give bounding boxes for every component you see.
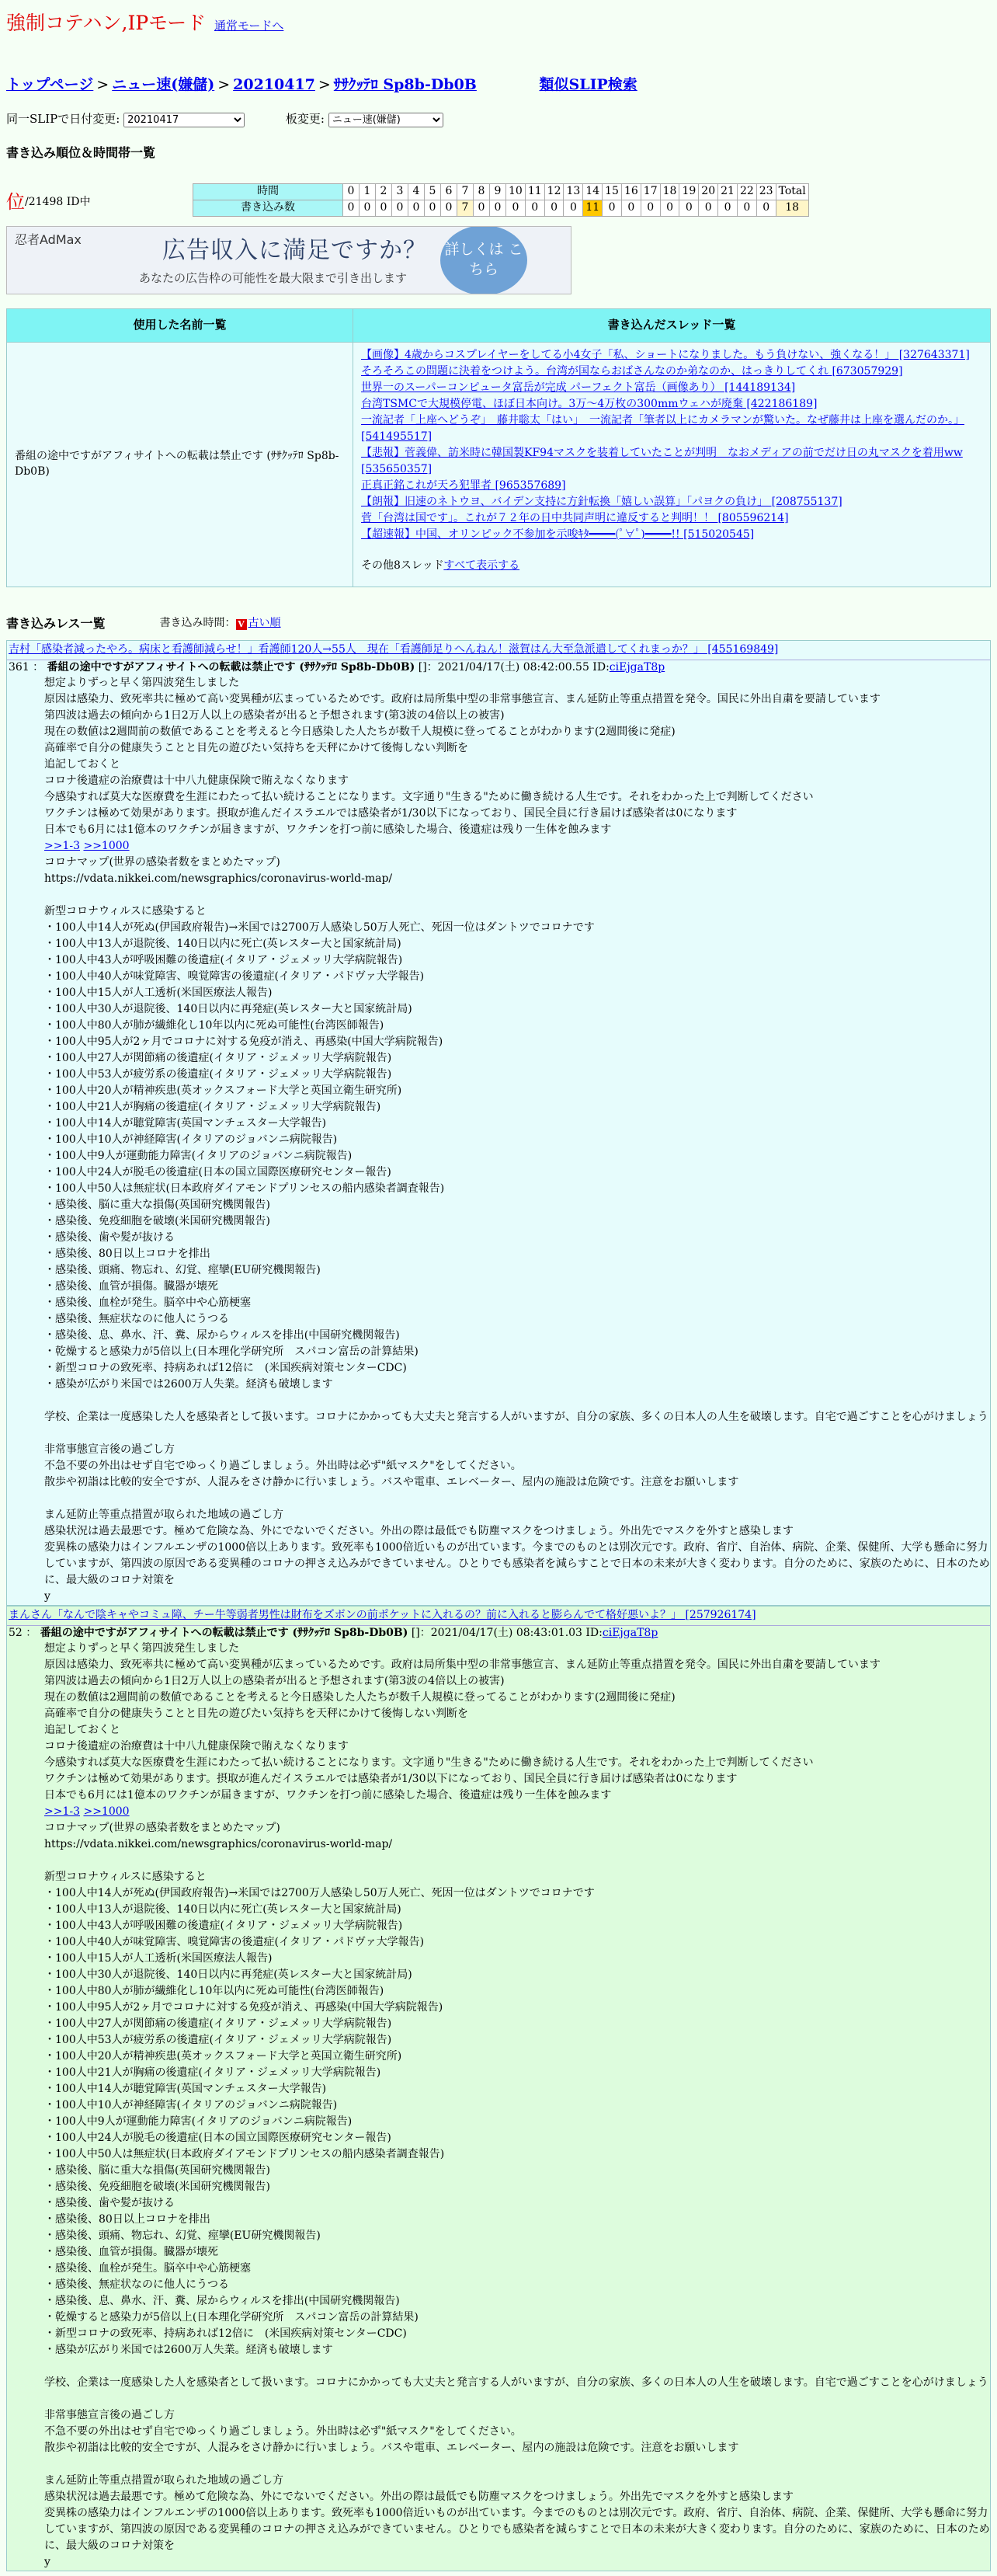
- breadcrumb: [6, 75, 991, 96]
- names-column-header: 使用した名前一覧: [7, 308, 353, 342]
- count-cell: 0: [544, 200, 564, 216]
- sort-order-label: 書き込み時間：: [159, 616, 236, 629]
- post-body-line: 追記しておくと: [44, 758, 120, 771]
- post-body-line: ・感染後、歯や髪が抜ける: [44, 1231, 175, 1244]
- ad-headline: 広告収入に満足ですか？: [162, 236, 427, 264]
- count-cell: 0: [441, 200, 457, 216]
- post-body-line: 追記しておくと: [44, 1724, 120, 1737]
- breadcrumb-separator: >: [96, 76, 109, 93]
- hour-cell: 20: [699, 183, 718, 200]
- post-body-line: ・新型コロナの致死率、持病あれば12倍に (米国疾病対策センターCDC): [44, 2327, 407, 2341]
- post-body-line: ワクチンは極めて効果があります。摂取が進んだイスラエルでは感染者が1/30以下になっており、国民全員に行き届けば感染者は0になります: [44, 1773, 738, 1786]
- count-cell: 0: [660, 200, 679, 216]
- count-cell: 0: [756, 200, 776, 216]
- post-body-line: 散歩や初詣は比較的安全ですが、人混みをさけ静かに行いましょう。バスや電車、エレベーター、屋内の施設は危険です。注意をお願いします: [44, 2442, 739, 2455]
- post-body-line: ・100人中14人が聴覚障害(英国マンチェスター大学報告): [44, 2083, 327, 2096]
- post-body-line: 不急不要の外出はせず自宅でゆっくり過ごしましょう。外出時は必ず"紙マスク"をしてください。: [44, 2425, 522, 2438]
- post-body-line: ・100人中50人は無症状(日本政府ダイアモンドプリンセスの船内感染者調査報告): [44, 1182, 445, 1196]
- post-body: [7, 1641, 990, 2571]
- post-body: [7, 675, 990, 1605]
- post-body-line: コロナマップ(世界の感染者数をまとめたマップ): [44, 856, 280, 869]
- post-body-line: ・感染後、免疫細胞を破壊(米国研究機関報告): [44, 2181, 270, 2194]
- post-body-line: ・100人中13人が退院後、140日以内に死亡(英レスター大と国家統計局): [44, 1903, 401, 1916]
- post-body-line: 原因は感染力、致死率共に極めて高い変異種が広まっているためです。政府は局所集中型の非常事態宣言、まん延防止等重点措置を発令。国民に外出自粛を要請しています: [44, 1659, 881, 1672]
- post: [6, 640, 991, 1606]
- post-body-line: 非常事態宣言後の過ごし方: [44, 2409, 175, 2422]
- hour-cell: 6: [441, 183, 457, 200]
- post-meta: []：2021/04/17(土) 08:42:00.55 ID:: [415, 660, 610, 674]
- post-body-line: 変異株の感染力はインフルエンザの1000倍以上あります。致死率も1000倍近いものが出ています。今までのものとは別次元です。政府、省庁、自治体、病院、企業、保健所、大学も懸命に努力していますが、第四波の原因である変異種のコロナの押さえ込みができていません。ひとりでも感染者を減らすことで日本の未来が大きく変わります。自分のために、家族のために、日本のために、最大級のコロナ対策を: [44, 1541, 990, 1587]
- anchor-links: [44, 838, 990, 855]
- post-body-line: y: [44, 1590, 50, 1603]
- sort-oldest-link[interactable]: 古い順: [248, 616, 281, 629]
- count-cell: 0: [679, 200, 699, 216]
- post-body-line: ・感染後、血栓が発生。脳卒中や心筋梗塞: [44, 2262, 251, 2275]
- post-body-line: 第四波は過去の傾向から1日2万人以上の感染者が出ると予想されます(第3波の4倍以上の被害): [44, 1675, 505, 1688]
- post-id-link[interactable]: ciEjgaT8p: [602, 1626, 658, 1639]
- post-body-line: ・100人中9人が運動能力障害(イタリアのジョバンニ病院報告): [44, 2115, 353, 2129]
- count-cell: 0: [621, 200, 641, 216]
- post-body-line: ・100人中9人が運動能力障害(イタリアのジョバンニ病院報告): [44, 1150, 353, 1163]
- hours-row-label: 時間: [193, 183, 343, 200]
- anchor-link-1-3[interactable]: >>1-3: [44, 1805, 81, 1819]
- hour-cell: 0: [343, 183, 360, 200]
- names-threads-table: [6, 308, 991, 587]
- threads-column-header: 書き込んだスレッド一覧: [353, 308, 991, 342]
- post-body-line: ・100人中53人が疲労系の後遺症(イタリア・ジェメッリ大学病院報告): [44, 2034, 392, 2047]
- post-body-line: 学校、企業は一度感染した人を感染者として扱います。コロナにかかっても大丈夫と発言する人がいますが、自分の家族、多くの日本人の人生を破壊します。自宅で過ごすことを心がけましょう: [44, 2376, 988, 2390]
- post-body-line: ・感染が広がり米国では2600万人失業。経済も破壊します: [44, 1378, 333, 1391]
- post-body-line: ・100人中24人が脱毛の後遺症(日本の国立国際医療研究センター報告): [44, 2132, 391, 2145]
- count-cell: 0: [343, 200, 360, 216]
- hours-row: [193, 183, 809, 200]
- post-meta: []：2021/04/17(土) 08:43:01.03 ID:: [408, 1626, 603, 1639]
- thread-link[interactable]: 台湾TSMCで大規模停電、ほぼ日本向け。3万～4万枚の300mmウェハが廃棄 [422186189]: [361, 397, 818, 410]
- post: [6, 1606, 991, 2571]
- post-body-line: ・感染後、血管が損傷。臓器が壊死: [44, 2246, 218, 2259]
- post-author: 番組の途中ですがアフィサイトへの転載は禁止です (ｻｻｸｯﾃﾛ Sp8b-Db0B): [47, 660, 415, 674]
- post-body-line: 新型コロナウィルスに感染すると: [44, 905, 207, 918]
- post-id-link[interactable]: ciEjgaT8p: [609, 660, 665, 674]
- date-change-label: 同一SLIPで日付変更:: [6, 111, 120, 126]
- date-change-row: [6, 111, 991, 127]
- post-body-line: [44, 1426, 990, 1442]
- post-body-line: 高確率で自分の健康失うことと目先の遊びたい気持ちを天秤にかけて後悔しない判断を: [44, 742, 468, 755]
- hour-cell: 21: [718, 183, 738, 200]
- hour-cell: 14: [583, 183, 603, 200]
- ad-banner[interactable]: [6, 226, 571, 294]
- posts-heading-row: [6, 615, 991, 632]
- post-body-line: 現在の数値は2週間前の数値であることを考えると今日感染した人たちが数千人規模に登ってることがわかります(2週間後に発症): [44, 726, 676, 739]
- post-body-line: [44, 2391, 990, 2407]
- mode-line: [6, 9, 991, 36]
- post-body-line: ・100人中40人が味覚障害、嗅覚障害の後遺症(イタリア・パドヴァ大学報告): [44, 1936, 425, 1949]
- more-threads-text: その他8スレッド: [361, 559, 444, 572]
- post-body-line: 散歩や初詣は比較的安全ですが、人混みをさけ静かに行いましょう。バスや電車、エレベーター、屋内の施設は危険です。注意をお願いします: [44, 1476, 739, 1489]
- board-change-label: 板変更:: [285, 111, 325, 126]
- hour-cell: 7: [457, 183, 474, 200]
- hour-cell: 11: [525, 183, 544, 200]
- post-body-line: ・感染後、脳に重大な損傷(英国研究機関報告): [44, 1199, 270, 1212]
- rank-total-text: /21498 ID中: [25, 195, 91, 208]
- post-body-line: ・100人中20人が精神疾患(英オックスフォード大学と英国立衛生研究所): [44, 2050, 402, 2063]
- anchor-links: [44, 1804, 990, 1820]
- post-body-line: 現在の数値は2週間前の数値であることを考えると今日感染した人たちが数千人規模に登ってることがわかります(2週間後に発症): [44, 1691, 676, 1704]
- count-cell: 0: [641, 200, 660, 216]
- post-body-line: ・感染後、無症状なのに他人にうつる: [44, 2278, 229, 2292]
- post-number-separator: ：: [22, 1626, 40, 1639]
- thread-link[interactable]: 【画像】4歳からコスプレイヤーをしてる小4女子「私、ショートになりました。もう負けない、強くなる！」 [327643371]: [361, 348, 970, 361]
- post-body-line: 不急不要の外出はせず自宅でゆっくり過ごしましょう。外出時は必ず"紙マスク"をしてください。: [44, 1460, 522, 1473]
- post-number: 52: [9, 1626, 23, 1639]
- post-body-line: ・100人中24人が脱毛の後遺症(日本の国立国際医療研究センター報告): [44, 1166, 391, 1179]
- thread-link[interactable]: 【悲報】菅義偉、訪米時に韓国製KF94マスクを装着していたことが判明 なおメディアの前でだけ日の丸マスクを着用ww [535650357]: [361, 446, 963, 475]
- post-number-separator: ：: [29, 660, 47, 674]
- rank-summary: [6, 190, 193, 216]
- breadcrumb-separator: >: [318, 76, 331, 93]
- breadcrumb-separator: >: [217, 76, 231, 93]
- thread-link[interactable]: 【朗報】旧速のネトウヨ、バイデン支持に方針転換「嬉しい誤算」「パヨクの負け」 [208755137]: [361, 495, 842, 508]
- post-body-line: 感染状況は過去最悪です。極めて危険な為、外にでないでください。外出の際は最低でも防塵マスクをつけましょう。外出先でマスクを外すと感染します: [44, 1525, 794, 1538]
- anchor-link-1-3[interactable]: >>1-3: [44, 840, 81, 853]
- post-body-line: ・100人中20人が精神疾患(英オックスフォード大学と英国立衛生研究所): [44, 1084, 402, 1098]
- post-body-line: ・感染後、免疫細胞を破壊(米国研究機関報告): [44, 1215, 270, 1228]
- hour-cell: 18: [660, 183, 679, 200]
- count-cell: 0: [490, 200, 506, 216]
- post-body-line: 高確率で自分の健康失うことと目先の遊びたい気持ちを天秤にかけて後悔しない判断を: [44, 1707, 468, 1721]
- thread-list-cell: [353, 342, 991, 587]
- hour-cell: 22: [737, 183, 756, 200]
- post-body-line: ・感染後、頭痛、物忘れ、幻覚、痙攣(EU研究機関報告): [44, 2230, 321, 2243]
- ad-subtext: あなたの広告枠の可能性を最大限まで引き出します: [139, 270, 408, 285]
- thread-link[interactable]: 正真正銘これが天ろ犯罪者 [965357689]: [361, 479, 566, 492]
- used-name: 番組の途中ですがアフィサイトへの転載は禁止です (ｻｻｸｯﾃﾛ Sp8b-Db0B): [7, 342, 353, 587]
- count-cell: 0: [425, 200, 441, 216]
- breadcrumb-top-link[interactable]: トップページ: [6, 76, 94, 93]
- post-body-line: 想定よりずっと早く第四波発生しました: [44, 677, 240, 690]
- post-body-line: ・100人中10人が神経障害(イタリアのジョバンニ病院報告): [44, 1133, 338, 1147]
- hour-cell: 5: [425, 183, 441, 200]
- post-body-line: ・100人中30人が退院後、140日以内に再発症(英レスター大と国家統計局): [44, 1969, 412, 1982]
- post-body-line: ・100人中27人が関節痛の後遺症(イタリア・ジェメッリ大学病院報告): [44, 1052, 392, 1065]
- post-body-line: 変異株の感染力はインフルエンザの1000倍以上あります。致死率も1000倍近いものが出ています。今までのものとは別次元です。政府、省庁、自治体、病院、企業、保健所、大学も懸命に努力していますが、第四波の原因である変異種のコロナの押さえ込みができていません。ひとりでも感染者を減らすことで日本の未来が大きく変わります。自分のために、家族のために、日本のために、最大級のコロナ対策を: [44, 2507, 990, 2553]
- post-body-line: 新型コロナウィルスに感染すると: [44, 1871, 207, 1884]
- count-cell: 0: [474, 200, 490, 216]
- mode-title: 強制コテハン,IPモード: [6, 12, 207, 34]
- post-body-line: 今感染すれば莫大な医療費を生涯にわたって払い続けることになります。文字通り"生きる"ために働き続ける人生です。それをわかった上で判断してください: [44, 791, 814, 804]
- post-body-line: ・100人中43人が呼吸困難の後遺症(イタリア・ジェメッリ大学病院報告): [44, 1920, 403, 1933]
- post-body-line: https://vdata.nikkei.com/newsgraphics/coronavirus-world-map/: [44, 1838, 393, 1851]
- hour-cell: 17: [641, 183, 660, 200]
- hour-cell: 1: [360, 183, 376, 200]
- post-body-line: ・感染後、80日以上コロナを排出: [44, 2213, 210, 2226]
- post-body-line: コロナマップ(世界の感染者数をまとめたマップ): [44, 1822, 280, 1835]
- post-body-line: ・100人中13人が退院後、140日以内に死亡(英レスター大と国家統計局): [44, 938, 401, 951]
- hour-cell: 10: [506, 183, 526, 200]
- hour-cell: Total: [776, 183, 808, 200]
- post-body-line: https://vdata.nikkei.com/newsgraphics/coronavirus-world-map/: [44, 872, 393, 886]
- thread-link[interactable]: そろそろこの問題に決着をつけよう。台湾が国ならおばさんなのか弟なのか、はっきりしてくれ [673057929]: [361, 364, 903, 378]
- post-body-line: ・100人中10人が神経障害(イタリアのジョバンニ病院報告): [44, 2099, 338, 2112]
- count-cell: 0: [408, 200, 425, 216]
- post-body-line: [44, 1491, 990, 1507]
- post-body-line: ・100人中95人が2ヶ月でコロナに対する免疫が消え、再感染(中国大学病院報告): [44, 2001, 443, 2014]
- count-cell: 11: [583, 200, 603, 216]
- post-body-line: [44, 2456, 990, 2473]
- post-body-line: ・乾燥すると感染力が5倍以上(日本理化学研究所 スパコン富岳の計算結果): [44, 1345, 419, 1359]
- post-header: [7, 660, 990, 676]
- show-all-threads-link[interactable]: すべて表示する: [443, 559, 520, 572]
- post-body-line: ・感染後、息、鼻水、汗、糞、尿からウィルスを排出(中国研究機関報告): [44, 1329, 400, 1342]
- hour-cell: 9: [490, 183, 506, 200]
- post-thread-link[interactable]: 吉村「感染者減ったやろ。病床と看護師減らせ！」看護師120人→55人 現在「看護師足りへんねん！滋賀はん大至急派遣してくれまっか？」 [455169849]: [7, 641, 990, 660]
- thread-link[interactable]: 世界一のスーパーコンピュータ富岳が完成 パーフェクト富岳（画像あり） [144189134]: [361, 381, 796, 394]
- normal-mode-link[interactable]: 通常モードへ: [214, 19, 284, 33]
- sort-order: [160, 616, 281, 632]
- post-body-line: ・感染後、血栓が発生。脳卒中や心筋梗塞: [44, 1297, 251, 1310]
- post-body-line: ・100人中14人が聴覚障害(英国マンチェスター大学報告): [44, 1117, 327, 1130]
- post-body-line: ・100人中53人が疲労系の後遺症(イタリア・ジェメッリ大学病院報告): [44, 1068, 392, 1081]
- breadcrumb-date-link[interactable]: 20210417: [233, 76, 315, 93]
- ad-logo: 忍者AdMax: [15, 231, 82, 247]
- count-cell: 7: [457, 200, 474, 216]
- post-body-line: ・100人中50人は無症状(日本政府ダイアモンドプリンセスの船内感染者調査報告): [44, 2148, 445, 2161]
- post-body-line: まん延防止等重点措置が取られた地域の過ごし方: [44, 1509, 283, 1522]
- post-header: [7, 1626, 990, 1641]
- post-body-line: 今感染すれば莫大な医療費を生涯にわたって払い続けることになります。文字通り"生きる"ために働き続ける人生です。それをわかった上で判断してください: [44, 1756, 814, 1770]
- post-body-line: ・100人中95人が2ヶ月でコロナに対する免疫が消え、再感染(中国大学病院報告): [44, 1036, 443, 1049]
- count-cell: 0: [737, 200, 756, 216]
- post-body-line: ・100人中27人が関節痛の後遺症(イタリア・ジェメッリ大学病院報告): [44, 2017, 392, 2031]
- hour-cell: 23: [756, 183, 776, 200]
- count-cell: 0: [525, 200, 544, 216]
- hour-cell: 15: [603, 183, 622, 200]
- counts-row: [193, 200, 809, 216]
- post-body-line: [44, 2358, 990, 2375]
- post-body-line: ・100人中21人が胸痛の後遺症(イタリア・ジェメッリ大学病院報告): [44, 1101, 381, 1114]
- thread-list: [361, 347, 982, 543]
- similar-slip-search-link[interactable]: 類似SLIP検索: [539, 76, 637, 93]
- post-body-line: ・感染後、息、鼻水、汗、糞、尿からウィルスを排出(中国研究機関報告): [44, 2295, 400, 2308]
- post-body-line: [44, 887, 990, 903]
- post-body-line: ・感染後、歯や髪が抜ける: [44, 2197, 175, 2210]
- post-body-line: 想定よりずっと早く第四波発生しました: [44, 1642, 240, 1655]
- post-body-line: 非常事態宣言後の過ごし方: [44, 1443, 175, 1457]
- hour-cell: 3: [392, 183, 408, 200]
- post-body-line: [44, 1393, 990, 1409]
- post-body-line: y: [44, 2556, 50, 2569]
- breadcrumb-board-link[interactable]: ニュー速(嫌儲): [112, 76, 215, 93]
- ad-details-button[interactable]: 詳しくは こちら: [440, 226, 527, 294]
- count-cell: 0: [603, 200, 622, 216]
- count-cell: 18: [776, 200, 808, 216]
- post-body-line: 第四波は過去の傾向から1日2万人以上の感染者が出ると予想されます(第3波の4倍以上の被害): [44, 709, 505, 722]
- post-body-line: 日本でも6月には1億本のワクチンが届きますが、ワクチンを打つ前に感染した場合、後遺症は残り一生体を蝕みます: [44, 823, 612, 837]
- thread-link[interactable]: 一流記者「上座へどうぞ」 藤井聡太「はい」 一流記者「筆者以上にカメラマンが驚いた。なぜ藤井は上座を選んだのか。」 [541495517]: [361, 413, 964, 443]
- more-threads: [361, 559, 982, 574]
- post-body-line: ・乾燥すると感染力が5倍以上(日本理化学研究所 スパコン富岳の計算結果): [44, 2311, 419, 2324]
- post-body-line: コロナ後遺症の治療費は十中八九健康保険で賄えなくなります: [44, 1740, 349, 1753]
- post-author: 番組の途中ですがアフィサイトへの転載は禁止です (ｻｻｸｯﾃﾛ Sp8b-Db0B): [40, 1626, 408, 1639]
- post-body-line: ・100人中43人が呼吸困難の後遺症(イタリア・ジェメッリ大学病院報告): [44, 954, 403, 967]
- hour-cell: 19: [679, 183, 699, 200]
- post-body-line: 日本でも6月には1億本のワクチンが届きますが、ワクチンを打つ前に感染した場合、後遺症は残り一生体を蝕みます: [44, 1789, 612, 1802]
- post-body-line: ・100人中80人が肺が繊維化し10年以内に死ぬ可能性(台湾医師報告): [44, 1019, 384, 1032]
- hour-cell: 16: [621, 183, 641, 200]
- count-cell: 0: [376, 200, 392, 216]
- post-body-line: ・100人中15人が人工透析(米国医療法人報告): [44, 987, 273, 1000]
- counts-row-label: 書き込み数: [193, 200, 343, 216]
- date-select[interactable]: [123, 113, 245, 127]
- post-body-line: ・100人中80人が肺が繊維化し10年以内に死ぬ可能性(台湾医師報告): [44, 1985, 384, 1998]
- post-number: 361: [9, 660, 30, 674]
- count-cell: 0: [506, 200, 526, 216]
- thread-link[interactable]: 菅「台湾は国です」。これが７２年の日中共同声明に違反すると判明！！ [805596214]: [361, 511, 789, 524]
- count-cell: 0: [718, 200, 738, 216]
- post-body-line: ・感染後、80日以上コロナを排出: [44, 1248, 210, 1261]
- post-body-line: コロナ後遺症の治療費は十中八九健康保険で賄えなくなります: [44, 775, 349, 788]
- post-thread-link[interactable]: まんさん「なんで陰キャやコミュ障、チー牛等弱者男性は財布をズボンの前ポケットに入れるの？前に入れると膨らんでて格好悪いよ？」 [257926174]: [7, 1607, 990, 1626]
- count-cell: 0: [392, 200, 408, 216]
- post-body-line: ・100人中30人が退院後、140日以内に再発症(英レスター大と国家統計局): [44, 1003, 412, 1016]
- count-cell: 0: [564, 200, 583, 216]
- rank-heading: 書き込み順位＆時間帯一覧: [6, 144, 156, 160]
- rank-area: [6, 183, 991, 217]
- post-body-line: ・100人中14人が死ぬ(伊国政府報告)→米国では2700万人感染し50万人死亡、死因一位はダントツでコロナです: [44, 921, 595, 935]
- post-body-line: ・新型コロナの致死率、持病あれば12倍に (米国疾病対策センターCDC): [44, 1362, 407, 1375]
- hour-cell: 2: [376, 183, 392, 200]
- post-body-line: ・感染後、脳に重大な損傷(英国研究機関報告): [44, 2164, 270, 2177]
- sort-down-icon: V: [236, 619, 247, 630]
- hour-cell: 12: [544, 183, 564, 200]
- anchor-link-1000[interactable]: >>1000: [83, 1805, 130, 1819]
- post-body-line: ・100人中21人が胸痛の後遺症(イタリア・ジェメッリ大学病院報告): [44, 2066, 381, 2080]
- post-body-line: ・100人中40人が味覚障害、嗅覚障害の後遺症(イタリア・パドヴァ大学報告): [44, 970, 425, 983]
- thread-link[interactable]: 【超速報】中国、オリンピック不参加を示唆ｷﾀ━━━━(ﾟ∀ﾟ)━━━━!! [515020545]: [361, 527, 755, 541]
- breadcrumb-slip-link[interactable]: ｻｻｸｯﾃﾛ Sp8b-Db0B: [333, 76, 477, 93]
- post-body-line: まん延防止等重点措置が取られた地域の過ごし方: [44, 2474, 283, 2487]
- post-body-line: [44, 1853, 990, 1869]
- post-body-line: ・感染後、血管が損傷。臓器が壊死: [44, 1280, 218, 1293]
- posts-heading: 書き込みレス一覧: [6, 615, 106, 631]
- hour-cell: 8: [474, 183, 490, 200]
- post-body-line: 原因は感染力、致死率共に極めて高い変異種が広まっているためです。政府は局所集中型の非常事態宣言、まん延防止等重点措置を発令。国民に外出自粛を要請しています: [44, 693, 881, 706]
- post-body-line: ・感染後、頭痛、物忘れ、幻覚、痙攣(EU研究機関報告): [44, 1264, 321, 1277]
- post-body-line: ・100人中15人が人工透析(米国医療法人報告): [44, 1952, 273, 1965]
- count-cell: 0: [360, 200, 376, 216]
- count-cell: 0: [699, 200, 718, 216]
- hour-cell: 4: [408, 183, 425, 200]
- rank-kanji: 位: [6, 190, 25, 213]
- post-body-line: ・100人中14人が死ぬ(伊国政府報告)→米国では2700万人感染し50万人死亡、死因一位はダントツでコロナです: [44, 1887, 595, 1900]
- hour-cell: 13: [564, 183, 583, 200]
- post-body-line: 学校、企業は一度感染した人を感染者として扱います。コロナにかかっても大丈夫と発言する人がいますが、自分の家族、多くの日本人の人生を破壊します。自宅で過ごすことを心がけましょう: [44, 1411, 988, 1424]
- post-body-line: ・感染が広がり米国では2600万人失業。経済も破壊します: [44, 2344, 333, 2357]
- post-body-line: ・感染後、無症状なのに他人にうつる: [44, 1313, 229, 1326]
- post-body-line: ワクチンは極めて効果があります。摂取が進んだイスラエルでは感染者が1/30以下になっており、国民全員に行き届けば感染者は0になります: [44, 807, 738, 820]
- hourly-post-table: [193, 183, 809, 217]
- anchor-link-1000[interactable]: >>1000: [83, 840, 130, 853]
- post-body-line: 感染状況は過去最悪です。極めて危険な為、外にでないでください。外出の際は最低でも防塵マスクをつけましょう。外出先でマスクを外すと感染します: [44, 2491, 794, 2504]
- post-list: [6, 640, 991, 2571]
- board-select[interactable]: [328, 113, 443, 127]
